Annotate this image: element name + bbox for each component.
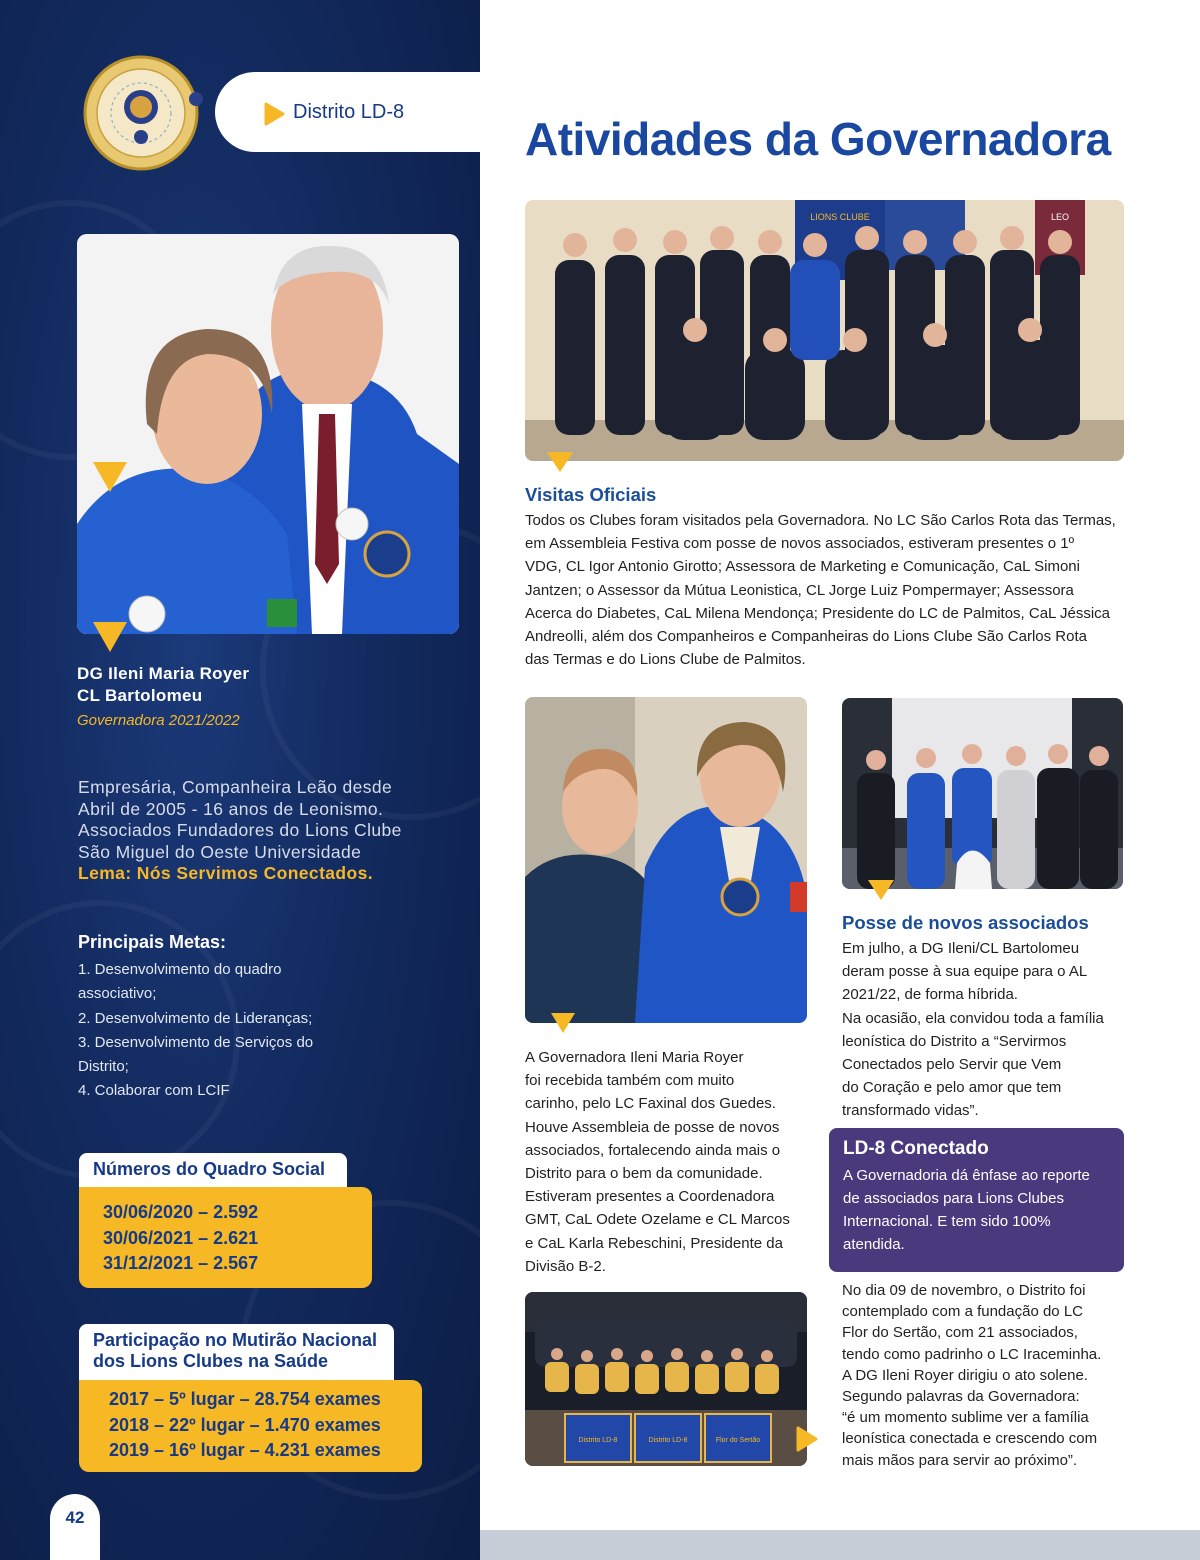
- banner-text: Distrito LD-8: [578, 1437, 618, 1444]
- text-line: Flor do Sertão, com 21 associados,: [842, 1324, 1078, 1342]
- text-line: 2021/22, de forma híbrida.: [842, 986, 1018, 1004]
- text-line: Todos os Clubes foram visitados pela Governadora. No LC São Carlos Rota das Termas,: [525, 512, 1116, 529]
- text-line: Andreolli, além dos Companheiros e Companheiras do Lions Clube São Carlos Rota: [525, 628, 1087, 646]
- goals-heading: Principais Metas:: [78, 932, 227, 952]
- text-line: deram posse à sua equipe para o AL: [842, 963, 1088, 981]
- text-line: A DG Ileni Royer dirigiu o ato solene.: [842, 1366, 1088, 1384]
- text-line: foi recebida também com muito: [525, 1072, 735, 1090]
- governor-bio: [78, 777, 458, 885]
- bio-line: Abril de 2005 - 16 anos de Leonismo.: [78, 798, 384, 819]
- faxinal-text: [525, 1046, 815, 1278]
- group-photo-visitas: [525, 200, 1124, 461]
- text-line: associados, fortalecendo ainda mais o: [525, 1141, 781, 1159]
- stat-row: 31/12/2021 – 2.567: [103, 1253, 259, 1273]
- list-item: 1. Desenvolvimento do quadro: [78, 961, 282, 978]
- health-title-line: dos Lions Clubes na Saúde: [93, 1351, 329, 1371]
- text-line: VDG, CL Igor Antonio Girotto; Assessora de Marketing e Comunicação, CaL Simoni: [525, 558, 1080, 576]
- text-line: Segundo palavras da Governadora:: [842, 1388, 1080, 1406]
- text-line: Estiveram presentes a Coordenadora: [525, 1188, 775, 1206]
- stat-row: 2019 – 16º lugar – 4.231 exames: [109, 1440, 381, 1460]
- visitas-text: [525, 509, 1130, 671]
- list-item: Distrito;: [78, 1058, 129, 1076]
- marker-triangle-icon: [547, 452, 573, 472]
- text-line: atendida.: [843, 1236, 905, 1253]
- text-line: Distrito para o bem da comunidade.: [525, 1165, 763, 1183]
- list-item: 3. Desenvolvimento de Serviços do: [78, 1033, 314, 1051]
- text-line: tendo como padrinho o LC Iraceminha.: [842, 1345, 1102, 1363]
- district-seal-logo: [78, 55, 204, 171]
- district-header-tab: [215, 72, 480, 152]
- governor-name: [77, 663, 249, 707]
- text-line: Houve Assembleia de posse de novos: [525, 1118, 780, 1136]
- stat-row: 2017 – 5º lugar – 28.754 exames: [109, 1389, 381, 1409]
- text-line: “é um momento sublime ver a família: [842, 1409, 1089, 1427]
- governor-name-line: CL Bartolomeu: [77, 686, 203, 705]
- banner-text: Flor do Sertão: [715, 1437, 761, 1444]
- text-line: Divisão B-2.: [525, 1257, 606, 1275]
- posse-text: [842, 937, 1132, 1123]
- marker-triangle-icon: [551, 1013, 575, 1033]
- posse-heading: Posse de novos associados: [842, 912, 1089, 933]
- text-line: Acerca do Diabetes, CaL Milena Mendonça; Presidente do LC de Palmitos, CaL Jéssica: [525, 604, 1111, 622]
- text-line: No dia 09 de novembro, o Distrito foi: [842, 1282, 1086, 1299]
- text-line: leonística conectada e crescendo com: [842, 1430, 1098, 1448]
- health-stats-values: [79, 1380, 422, 1472]
- visitas-heading: Visitas Oficiais: [525, 484, 657, 505]
- fundacao-text: [842, 1280, 1132, 1471]
- marker-triangle-icon: [868, 880, 894, 900]
- photo-foundation-group: [525, 1292, 807, 1466]
- stat-row: 30/06/2021 – 2.621: [103, 1227, 259, 1248]
- text-line: Conectados pelo Servir que Vem: [842, 1056, 1062, 1074]
- membership-stats-title: Números do Quadro Social: [79, 1153, 347, 1187]
- district-label: Distrito LD-8: [293, 100, 405, 123]
- governor-title: Governadora 2021/2022: [77, 712, 240, 729]
- banner-text: Distrito LD-8: [648, 1437, 688, 1444]
- goals-list: [78, 958, 348, 1104]
- marker-triangle-icon: [93, 622, 127, 652]
- text-line: Na ocasião, ela convidou toda a família: [842, 1009, 1104, 1027]
- text-line: leonística do Distrito a “Servirmos: [842, 1032, 1067, 1050]
- photo-posse-team: [842, 698, 1123, 889]
- bio-line: Empresária, Companheira Leão desde: [78, 777, 393, 797]
- text-line: Internacional. E tem sido 100%: [843, 1213, 1051, 1230]
- text-line: carinho, pelo LC Faxinal dos Guedes.: [525, 1095, 776, 1113]
- page-title: Atividades da Governadora: [525, 113, 1111, 165]
- text-line: das Termas e do Lions Clube de Palmitos.: [525, 651, 806, 669]
- motto: Lema: Nós Servimos Conectados.: [78, 863, 373, 883]
- list-item: 4. Colaborar com LCIF: [78, 1082, 230, 1100]
- text-line: Jantzen; o Assessor da Mútua Leonistica, CL Jorge Luiz Pompermayer; Assessora: [525, 581, 1074, 599]
- marker-triangle-icon: [93, 462, 127, 492]
- backdrop-banner-text: LIONS CLUBE: [810, 212, 870, 222]
- text-line: de associados para Lions Clubes: [843, 1190, 1064, 1207]
- text-line: Em julho, a DG Ileni/CL Bartolomeu: [842, 940, 1080, 957]
- health-title-line: Participação no Mutirão Nacional: [93, 1330, 378, 1350]
- bio-line: São Miguel do Oeste Universidade: [78, 841, 362, 862]
- text-line: GMT, CaL Odete Ozelame e CL Marcos: [525, 1211, 790, 1229]
- health-stats-title: [79, 1324, 394, 1380]
- text-line: transformado vidas”.: [842, 1102, 979, 1120]
- play-arrow-icon: [795, 1426, 819, 1452]
- backdrop-banner-text: LEO: [1050, 212, 1070, 222]
- bio-line: Associados Fundadores do Lions Clube: [78, 820, 402, 840]
- governor-portrait-photo: [77, 234, 459, 634]
- stat-row: 2018 – 22º lugar – 1.470 exames: [109, 1414, 381, 1435]
- bottom-band: [480, 1530, 1200, 1560]
- stat-row: 30/06/2020 – 2.592: [103, 1202, 259, 1222]
- left-sidebar: [0, 0, 480, 1560]
- governor-name-line: DG Ileni Maria Royer: [77, 664, 250, 683]
- page-number: 42: [50, 1494, 100, 1560]
- list-item: 2. Desenvolvimento de Lideranças;: [78, 1009, 313, 1027]
- conectado-text: [843, 1164, 1110, 1256]
- text-line: contemplado com a fundação do LC: [842, 1303, 1083, 1321]
- text-line: A Governadoria dá ênfase ao reporte: [843, 1167, 1090, 1184]
- list-item: associativo;: [78, 985, 157, 1003]
- text-line: em Assembleia Festiva com posse de novos associados, estiveram presentes o 1º: [525, 535, 1075, 553]
- text-line: A Governadora Ileni Maria Royer: [525, 1049, 744, 1066]
- text-line: mais mãos para servir ao próximo”.: [842, 1451, 1078, 1469]
- text-line: e CaL Karla Rebeschini, Presidente da: [525, 1234, 783, 1252]
- ld8-conectado-box: [829, 1128, 1124, 1272]
- play-arrow-icon: [263, 102, 285, 126]
- text-line: do Coração e pelo amor que tem: [842, 1079, 1062, 1097]
- conectado-heading: LD-8 Conectado: [843, 1138, 989, 1159]
- photo-pin-ceremony: [525, 697, 807, 1023]
- membership-stats-values: [79, 1187, 372, 1288]
